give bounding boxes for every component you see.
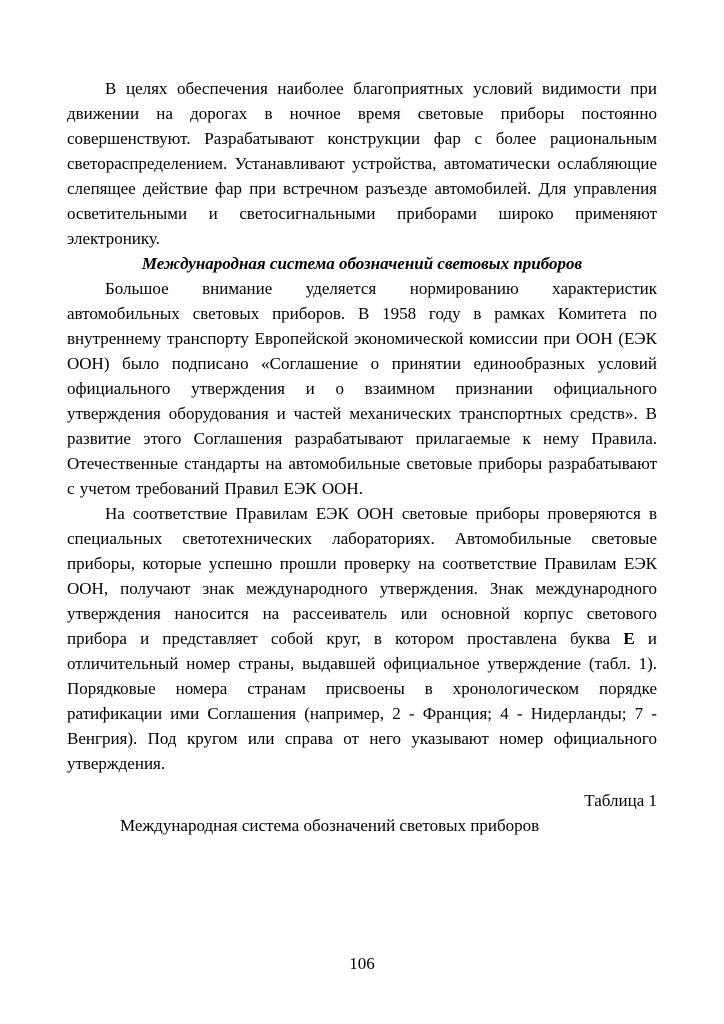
paragraph-agreement: Большое внимание уделяется нормированию характеристик автомобильных световых приборов. В 1958 году в рамках Комитета по внутреннему транспорту Европейской экономической комиссии при ООН (ЕЭК ООН) было подписано «Соглашение о принятии единообразных условий официального утверждения и о взаимном признании официального утверждения оборудования и частей механических транспортных средств». В развитие этого Соглашения разрабатывают прилагаемые к нему Правила. Отечественные стандарты на автомобильные световые приборы разрабатывают с учетом требований Правил ЕЭК ООН. <box>67 279 657 498</box>
paragraph-approval-mark-text-after: и отличительный номер страны, выдавшей официальное утверждение (табл. 1). Порядковые номера странам присвоены в хронологическом порядке ратификации ими Соглашения (например, 2 - Франция; 4 - Нидерланды; 7 - Венгрия). Под кругом или справа от него указывают номер официального утверждения. <box>67 629 657 773</box>
paragraph-approval-mark <box>67 501 657 776</box>
paragraph-intro: В целях обеспечения наиболее благоприятных условий видимости при движении на дорогах в ночное время световые приборы постоянно совершенствуют. Разрабатывают конструкции фар с более рациональным светораспределением. Устанавливают устройства, автоматически ослабляющие слепящее действие фар при встречном разъезде автомобилей. Для управления осветительными и светосигнальными приборами широко применяют электронику. <box>67 79 657 248</box>
paragraph-approval-mark-text-before: На соответствие Правилам ЕЭК ООН световые приборы проверяются в специальных светотехнических лабораториях. Автомобильные световые приборы, которые успешно прошли проверку на соответствие Правилам ЕЭК ООН, получают знак международного утверждения. Знак международного утверждения наносится на рассеиватель или основной корпус светового прибора и представляет собой круг, в котором проставлена буква <box>67 504 657 648</box>
page-number: 106 <box>349 954 375 973</box>
table-caption-label: Таблица 1 <box>584 791 657 810</box>
table-title: Международная система обозначений световых приборов <box>120 816 540 835</box>
section-heading: Международная система обозначений световых приборов <box>141 254 583 273</box>
approval-mark-letter: Е <box>623 629 635 648</box>
